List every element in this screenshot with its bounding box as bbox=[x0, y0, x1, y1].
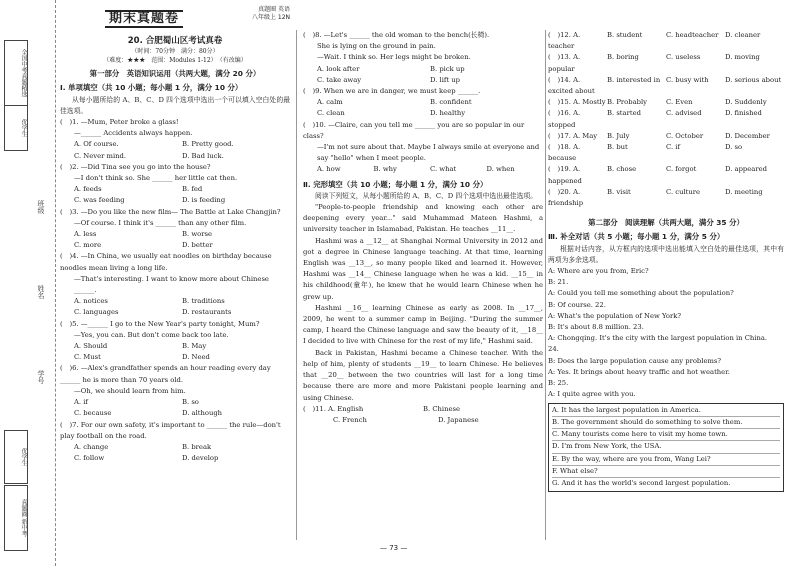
dialog-line: B: It's about 8.8 million. 23. bbox=[548, 323, 644, 332]
dialog-option: F. What else? bbox=[552, 466, 780, 478]
question-stem-line: ( )8. —Let's ______ the old woman to the bench(长椅). bbox=[303, 31, 490, 39]
option[interactable]: A. feeds bbox=[74, 185, 102, 194]
section1-title: Ⅰ. 单项填空（共 10 小题；每小题 1 分，满分 10 分） bbox=[60, 83, 243, 93]
margin-label-number: 学号 bbox=[37, 370, 45, 384]
option[interactable]: D. lift up bbox=[430, 75, 461, 84]
dialog-option: E. By the way, where are you from, Wang Lei? bbox=[552, 454, 780, 466]
option[interactable]: D. Suddenly bbox=[725, 98, 767, 107]
option[interactable]: B. break bbox=[182, 442, 212, 451]
option-row bbox=[60, 229, 290, 240]
dialog-line: 24. bbox=[548, 345, 559, 354]
option-row bbox=[60, 408, 290, 419]
section3-title: Ⅲ. 补全对话（共 5 小题；每小题 1 分，满分 5 分） bbox=[548, 232, 725, 242]
option[interactable]: C. was feeding bbox=[74, 196, 125, 205]
question-stem-line: —That's interesting. I want to know more about Chinese ______. bbox=[74, 274, 269, 295]
option[interactable]: A. Should bbox=[74, 342, 108, 351]
question[interactable] bbox=[60, 363, 290, 419]
dialog-option: G. And it has the world's second largest population. bbox=[552, 479, 731, 488]
option[interactable]: D. although bbox=[182, 409, 223, 418]
option[interactable]: ( )17. A. May bbox=[548, 131, 598, 140]
question[interactable] bbox=[60, 162, 290, 207]
question-stem-line: ( )10. —Claire, can you tell me ______ you are so popular in our class? bbox=[303, 120, 525, 140]
dialog-line: A: I quite agree with you. bbox=[548, 390, 636, 399]
cloze-option-row[interactable] bbox=[548, 142, 784, 164]
dialog-options-box bbox=[548, 403, 784, 492]
option[interactable]: C. take away bbox=[317, 75, 362, 84]
option[interactable]: B. but bbox=[607, 143, 628, 152]
option[interactable]: B. confident bbox=[430, 98, 472, 107]
option[interactable]: D. appeared bbox=[725, 165, 767, 174]
option[interactable]: C. clean bbox=[317, 109, 345, 118]
option[interactable]: B. fed bbox=[182, 185, 203, 194]
margin-logo-mid: 优学生 bbox=[4, 105, 28, 151]
option[interactable]: A. if bbox=[74, 398, 88, 407]
option[interactable]: C. busy with bbox=[666, 75, 709, 84]
cloze-option-row[interactable] bbox=[548, 52, 784, 74]
question-stem-line: —I'm not sure about that. Maybe I always smile at everyone and say "hello" when I meet people. bbox=[317, 143, 540, 163]
option[interactable]: A. less bbox=[74, 230, 97, 239]
option[interactable]: B. May bbox=[182, 342, 207, 351]
cloze-option-row[interactable] bbox=[548, 131, 784, 142]
cloze-option-row[interactable] bbox=[548, 108, 784, 130]
question[interactable] bbox=[60, 117, 290, 162]
q11-option-a: ( )11. A. English bbox=[303, 404, 364, 413]
column-1 bbox=[60, 0, 290, 540]
question-stem-line: ( )5. —______ I go to the New Year's party tonight, Mum? bbox=[60, 319, 260, 328]
option[interactable]: A. how bbox=[317, 165, 341, 174]
option[interactable]: D. December bbox=[725, 131, 770, 140]
option[interactable]: D. finished bbox=[725, 109, 762, 118]
question-stem-line: ( )9. When we are in danger, we must keep ______. bbox=[303, 87, 481, 96]
question-stem-line: ( )3. —Do you like the new film— The Battle at Lake Changjin? bbox=[60, 207, 281, 216]
option[interactable]: A. notices bbox=[74, 297, 108, 306]
option[interactable]: B. Pretty good. bbox=[182, 140, 234, 149]
dialog-option: C. Many tourists come here to visit my home town. bbox=[552, 429, 780, 441]
option[interactable]: D. when bbox=[486, 165, 515, 174]
option[interactable]: D. develop bbox=[182, 454, 219, 463]
cloze-option-row[interactable] bbox=[548, 97, 784, 108]
option[interactable]: B. Probably bbox=[607, 98, 647, 107]
cloze-title: Ⅱ. 完形填空（共 10 小题；每小题 1 分，满分 10 分） bbox=[303, 179, 488, 189]
q11-option-b: B. Chinese bbox=[423, 404, 460, 413]
margin-logo-bottom-2: 真题圈 新中考 bbox=[4, 485, 28, 551]
option-row bbox=[60, 352, 290, 363]
question-11-row-2 bbox=[303, 415, 543, 426]
option[interactable]: D. healthy bbox=[430, 109, 466, 118]
cloze-instructions: 阅读下列短文，从每小题所给的 A、B、C、D 四个选项中选出最佳选项。 bbox=[315, 191, 537, 200]
question-stem-line: ( )1. —Mum, Peter broke a glass! bbox=[60, 118, 179, 127]
option[interactable]: B. so bbox=[182, 398, 199, 407]
question[interactable] bbox=[303, 30, 543, 86]
option[interactable]: C. useless bbox=[666, 53, 701, 62]
option[interactable]: ( )16. A. stopped bbox=[548, 109, 581, 129]
cloze-paragraph-3: Hashmi __16__ learning Chinese as early as 2008. In __17__, 2009, he went to a summer camp in Beijing. "During the summer camp, I heard the Chinese language and saw the beauty of it, __18__ I decided to live with Chinese for the rest of my life," Hashmi said. bbox=[303, 303, 543, 346]
question[interactable] bbox=[60, 319, 290, 364]
question-stem-line: She is lying on the ground in pain. bbox=[317, 42, 436, 51]
option[interactable]: A. Of course. bbox=[74, 140, 119, 149]
exam-difficulty: （难度：★★★ 范围：Modules 1-12） （有改编） bbox=[103, 57, 247, 65]
dialog-option: D. I'm from New York, the USA. bbox=[552, 441, 780, 453]
option[interactable]: C. forgot bbox=[666, 165, 697, 174]
column-2 bbox=[303, 30, 543, 570]
option[interactable]: B. started bbox=[607, 109, 641, 118]
question[interactable] bbox=[60, 251, 290, 318]
column-divider-1 bbox=[296, 30, 297, 540]
option[interactable]: B. chose bbox=[607, 165, 637, 174]
dialog-option: A. It has the largest population in America. bbox=[552, 405, 780, 417]
cloze-option-row[interactable] bbox=[548, 187, 784, 209]
option-row bbox=[303, 64, 543, 75]
option[interactable]: ( )14. A. excited about bbox=[548, 75, 595, 96]
question[interactable] bbox=[60, 207, 290, 252]
option-row bbox=[60, 151, 290, 162]
option[interactable]: C. Must bbox=[74, 353, 101, 362]
option[interactable]: C. what bbox=[430, 165, 457, 174]
q11-option-d: D. Japanese bbox=[438, 415, 479, 424]
option[interactable]: C. Never mind. bbox=[74, 151, 127, 160]
section3-instructions: 根据对话内容，从方框内的选项中选出能填入空白处的最佳选项，其中有两项为多余选项。 bbox=[548, 244, 784, 264]
cloze-option-row[interactable] bbox=[548, 30, 784, 52]
cloze-option-row[interactable] bbox=[548, 164, 784, 186]
question-stem-line: —______ Accidents always happen. bbox=[74, 129, 193, 138]
page-number: — 73 — bbox=[380, 544, 408, 552]
option[interactable]: C. languages bbox=[74, 308, 119, 317]
option[interactable]: D. Bad luck. bbox=[182, 151, 224, 160]
option-row bbox=[60, 296, 290, 307]
question-stem-line: —Oh, we should learn from him. bbox=[74, 386, 186, 395]
option[interactable]: B. student bbox=[607, 31, 643, 39]
option-row bbox=[60, 442, 290, 453]
option[interactable]: D. moving bbox=[725, 53, 760, 62]
column-divider-2 bbox=[545, 30, 546, 540]
question-11-row[interactable] bbox=[303, 404, 543, 415]
option[interactable]: ( )15. A. Mostly bbox=[548, 98, 606, 107]
question-stem-line: —I don't think so. She ______ her little cat then. bbox=[74, 174, 238, 183]
dialog-line: A: Chongqing. It's the city with the largest population in China. bbox=[548, 334, 768, 343]
option-row bbox=[303, 108, 543, 119]
option-row bbox=[303, 164, 543, 175]
option-row bbox=[303, 75, 543, 86]
option-row bbox=[303, 97, 543, 108]
option-row bbox=[60, 240, 290, 251]
dialog-line: B: 25. bbox=[548, 379, 569, 388]
option[interactable]: C. if bbox=[666, 143, 680, 152]
section1-instructions: 从每小题所给的 A、B、C、D 四个选项中选出一个可以填入空白处的最佳选项。 bbox=[60, 95, 290, 115]
cloze-option-row[interactable] bbox=[548, 75, 784, 97]
option[interactable]: C. advised bbox=[666, 109, 702, 118]
option[interactable]: ( )12. A. teacher bbox=[548, 31, 581, 51]
option[interactable]: A. change bbox=[74, 442, 109, 451]
paper-title: 期末真题卷 bbox=[105, 10, 183, 28]
dialog-line: A: Could you tell me something about the population? bbox=[548, 289, 734, 298]
option[interactable]: D. is feeding bbox=[182, 196, 226, 205]
option[interactable]: D. serious about bbox=[725, 75, 782, 84]
option[interactable]: D. better bbox=[182, 241, 213, 250]
option[interactable]: B. July bbox=[607, 131, 630, 140]
margin-label-class: 班级 bbox=[37, 200, 45, 214]
option[interactable]: C. October bbox=[666, 131, 704, 140]
option-row bbox=[60, 397, 290, 408]
series-label: 真题圈 英语 bbox=[258, 6, 290, 13]
option[interactable]: ( )20. A. friendship bbox=[548, 187, 584, 208]
option[interactable]: B. why bbox=[373, 165, 397, 174]
option[interactable]: ( )19. A. happened bbox=[548, 165, 582, 185]
cloze-paragraph-4: Back in Pakistan, Hashmi became a Chinese teacher. With the help of him, plenty of students __19__ to learn Chinese. He believes that __20__ between the two countries will last for a long time because there are more and more Pakistani people learning and using Chinese. bbox=[303, 348, 543, 402]
option[interactable]: D. cleaner bbox=[725, 31, 761, 39]
col3-cloze-options bbox=[548, 30, 784, 209]
option[interactable]: B. traditions bbox=[182, 297, 225, 306]
part2-title: 第二部分 阅读理解（共两大题，满分 35 分） bbox=[588, 218, 744, 228]
option[interactable]: B. pick up bbox=[430, 64, 465, 73]
option[interactable]: B. boring bbox=[607, 53, 639, 62]
option-row bbox=[60, 453, 290, 464]
cloze-paragraph-2: Hashmi was a __12__ at Shanghai Normal University in 2012 and got a degree in Chinese language teaching. At that time, learning English was __13__, so many people liked and learned it. However, Hashmi was __14__ Chinese language when he was a kid. __15__ in his childhood(童年), he knew that he would learn Chinese when he grew up. bbox=[303, 236, 543, 301]
option[interactable]: B. visit bbox=[607, 187, 631, 196]
option[interactable]: D. so bbox=[725, 143, 743, 152]
question-stem-line: ( )2. —Did Tina see you go into the house? bbox=[60, 162, 211, 171]
q11-option-c: C. French bbox=[333, 415, 367, 424]
option[interactable]: B. worse bbox=[182, 230, 212, 239]
option-row bbox=[60, 341, 290, 352]
option-row bbox=[60, 307, 290, 318]
margin-label-name: 姓名 bbox=[37, 285, 45, 299]
exam-name: 20. 合肥蜀山区考试真卷 bbox=[127, 36, 223, 46]
question-stem-line: —Wait. I think so. Her legs might be broken. bbox=[317, 53, 471, 62]
option[interactable]: D. restaurants bbox=[182, 308, 232, 317]
dialog bbox=[548, 266, 784, 400]
column-3 bbox=[548, 30, 784, 570]
dialog-line: A: Yes. It brings about heavy traffic and hot weather. bbox=[548, 367, 730, 376]
option[interactable]: C. culture bbox=[666, 187, 701, 196]
option[interactable]: D. meeting bbox=[725, 187, 763, 196]
col1-questions bbox=[60, 117, 290, 464]
question-stem-line: ( )4. —In China, we usually eat noodles on birthday because noodles mean living a long life. bbox=[60, 252, 272, 272]
option-row bbox=[60, 195, 290, 206]
col2-questions bbox=[303, 30, 543, 176]
margin-logo-top: 全国中考真题精选 bbox=[4, 40, 28, 106]
question-stem-line: —Yes, you can. But don't come back too late. bbox=[74, 330, 229, 339]
question[interactable] bbox=[60, 420, 290, 465]
option[interactable]: A. calm bbox=[317, 98, 343, 107]
dialog-option: B. The government should do something to solve them. bbox=[552, 417, 780, 429]
question[interactable] bbox=[303, 86, 543, 120]
option[interactable]: C. Even bbox=[666, 98, 693, 107]
grade-label: 八年级上 12N bbox=[251, 14, 290, 21]
part1-title: 第一部分 英语知识运用（共两大题，满分 20 分） bbox=[89, 69, 261, 79]
exam-time: （时间：70分钟 满分：80分） bbox=[131, 48, 219, 56]
question-stem-line: ( )7. For our own safety, it's important to ______ the rule—don't play football on the road. bbox=[60, 420, 281, 440]
option[interactable]: ( )13. A. popular bbox=[548, 53, 581, 73]
header bbox=[60, 0, 290, 40]
option[interactable]: C. because bbox=[74, 409, 112, 418]
option[interactable]: D. Need bbox=[182, 353, 210, 362]
option[interactable]: A. look after bbox=[317, 64, 360, 73]
option-row bbox=[60, 184, 290, 195]
option[interactable]: C. headteacher bbox=[666, 31, 719, 39]
dialog-line: A: Where are you from, Eric? bbox=[548, 267, 649, 276]
option[interactable]: C. follow bbox=[74, 454, 105, 463]
dialog-line: A: What's the population of New York? bbox=[548, 311, 681, 320]
dialog-line: B: Does the large population cause any problems? bbox=[548, 356, 722, 365]
question-stem-line: ( )6. —Alex's grandfather spends an hour reading every day ______ he is more than 70 years old. bbox=[60, 364, 271, 384]
option[interactable]: ( )18. A. because bbox=[548, 143, 581, 163]
option[interactable]: B. interested in bbox=[607, 75, 661, 84]
margin-logo-bottom-1: 优学生 bbox=[4, 430, 28, 484]
binding-margin bbox=[0, 0, 56, 566]
question-stem-line: —Of course. I think it's ______ than any other film. bbox=[74, 218, 247, 227]
dialog-line: B: 21. bbox=[548, 278, 569, 287]
question[interactable] bbox=[303, 120, 543, 176]
cloze-paragraph-1: "People-to-people friendship and knowing each other are deepening every year..." said Muhammad Mateen Hashmi, a university teacher in Islamabad, Pakistan. He teaches __11__. bbox=[303, 203, 543, 234]
dialog-line: B: Of course. 22. bbox=[548, 300, 606, 309]
option-row bbox=[60, 139, 290, 150]
option[interactable]: C. more bbox=[74, 241, 102, 250]
